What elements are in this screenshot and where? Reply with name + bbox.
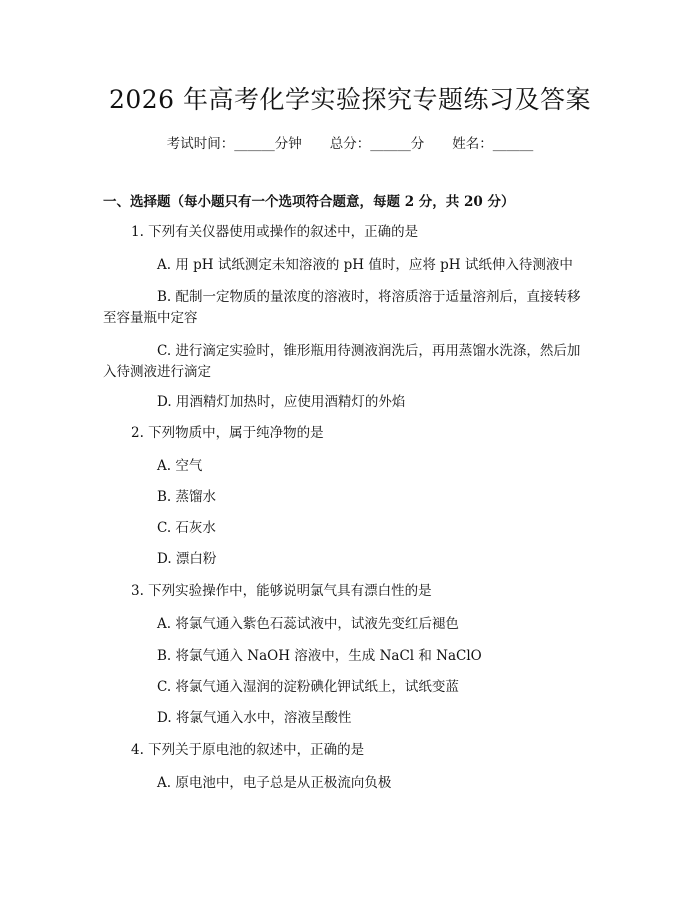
question-option: A. 用 pH 试纸测定未知溶液的 pH 值时，应将 pH 试纸伸入待测液中 xyxy=(157,257,573,273)
question-option: C. 将氯气通入湿润的淀粉碘化钾试纸上，试纸变蓝 xyxy=(157,679,459,695)
exam-meta xyxy=(0,132,700,152)
question-stem: 2. 下列物质中，属于纯净物的是 xyxy=(131,425,324,441)
question-stem: 3. 下列实验操作中，能够说明氯气具有漂白性的是 xyxy=(131,583,432,599)
question-option: C. 石灰水 xyxy=(157,520,216,536)
question-option: B. 配制一定物质的量浓度的溶液时，将溶质溶于适量溶剂后，直接转移 xyxy=(157,289,581,305)
question-option: D. 将氯气通入水中，溶液呈酸性 xyxy=(157,710,352,726)
exam-time-field: 考试时间：______分钟 xyxy=(166,136,302,152)
question-option: D. 用酒精灯加热时，应使用酒精灯的外焰 xyxy=(157,394,406,410)
question-option: A. 原电池中，电子总是从正极流向负极 xyxy=(157,775,392,791)
question-option: A. 将氯气通入紫色石蕊试液中，试液先变红后褪色 xyxy=(157,616,459,632)
question-option: C. 进行滴定实验时，锥形瓶用待测液润洗后，再用蒸馏水洗涤，然后加 xyxy=(157,343,581,359)
question-option: B. 蒸馏水 xyxy=(157,489,217,505)
question-option: B. 将氯气通入 NaOH 溶液中，生成 NaCl 和 NaClO xyxy=(157,648,482,664)
page-title: 2026 年高考化学实验探究专题练习及答案 xyxy=(108,85,592,114)
question-option-continued: 至容量瓶中定容 xyxy=(103,310,198,326)
student-name-field: 姓名：______ xyxy=(452,136,534,152)
total-score-field: 总分：______分 xyxy=(329,136,425,152)
section-heading-choice: 一、选择题（每小题只有一个选项符合题意，每题 2 分，共 20 分） xyxy=(103,194,515,210)
question-stem: 4. 下列关于原电池的叙述中，正确的是 xyxy=(131,742,365,758)
question-stem: 1. 下列有关仪器使用或操作的叙述中，正确的是 xyxy=(131,224,419,240)
question-option-continued: 入待测液进行滴定 xyxy=(103,364,211,380)
question-option: A. 空气 xyxy=(157,458,203,474)
question-option: D. 漂白粉 xyxy=(157,551,217,567)
